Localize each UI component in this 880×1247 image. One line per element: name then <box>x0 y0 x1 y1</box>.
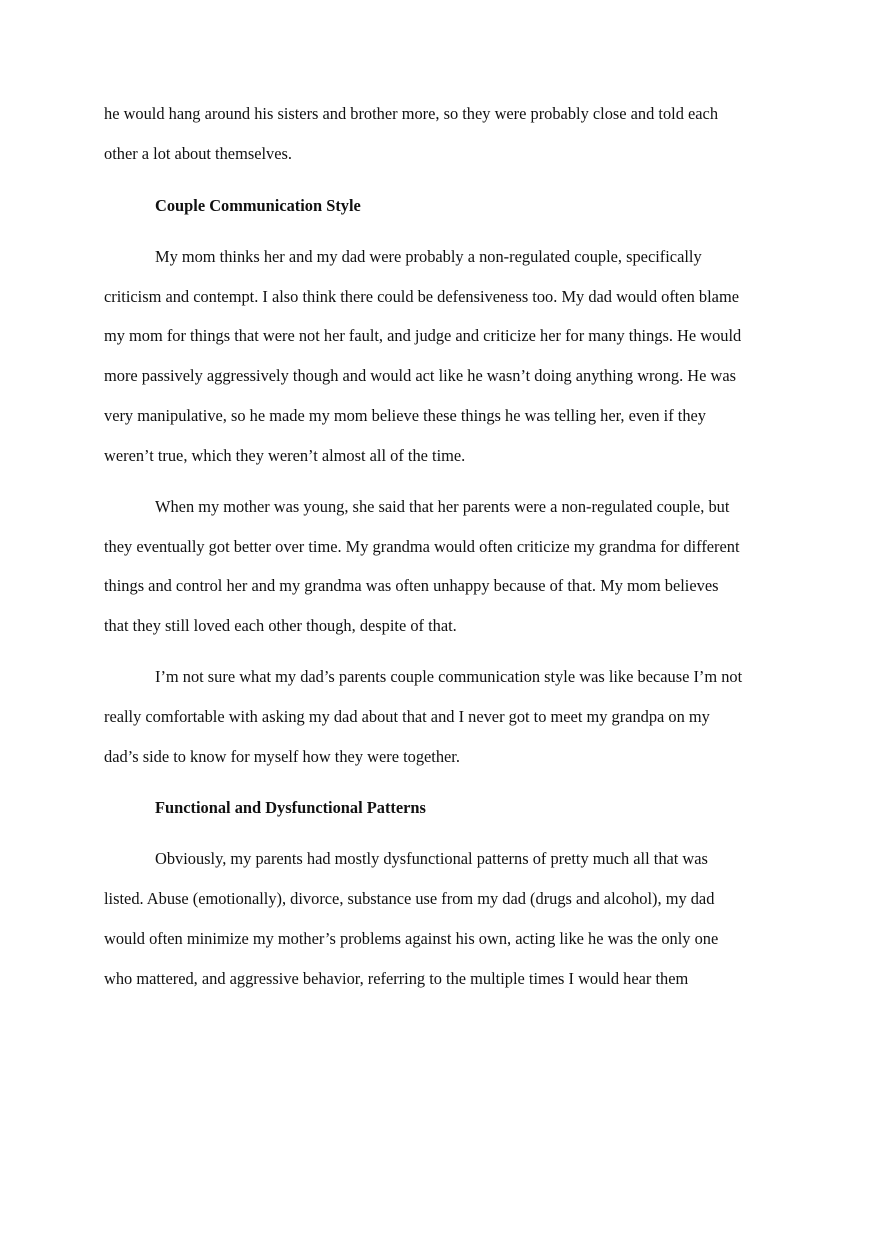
section-heading-couple-communication-style: Couple Communication Style <box>155 196 361 215</box>
paragraph-line: criticism and contempt. I also think there could be defensiveness too. My dad would often blame <box>104 287 739 306</box>
paragraph-line: very manipulative, so he made my mom believe these things he was telling her, even if they <box>104 406 706 425</box>
paragraph-line: When my mother was young, she said that her parents were a non-regulated couple, but <box>155 497 730 516</box>
paragraph-line: they eventually got better over time. My grandma would often criticize my grandma for different <box>104 537 740 556</box>
paragraph-line: who mattered, and aggressive behavior, referring to the multiple times I would hear them <box>104 969 689 988</box>
paragraph-line: my mom for things that were not her fault, and judge and criticize her for many things. He would <box>104 326 742 345</box>
intro-line-1: he would hang around his sisters and brother more, so they were probably close and told each <box>104 104 719 123</box>
paragraph-line: I’m not sure what my dad’s parents couple communication style was like because I’m not <box>155 667 743 686</box>
section-heading-functional-dysfunctional-patterns: Functional and Dysfunctional Patterns <box>155 798 426 817</box>
paragraph-line: more passively aggressively though and would act like he wasn’t doing anything wrong. He was <box>104 366 736 385</box>
paragraph-line: things and control her and my grandma was often unhappy because of that. My mom believes <box>104 576 719 595</box>
paragraph-line: Obviously, my parents had mostly dysfunctional patterns of pretty much all that was <box>155 849 708 868</box>
paragraph-line: weren’t true, which they weren’t almost all of the time. <box>104 446 466 465</box>
paragraph-line: My mom thinks her and my dad were probably a non-regulated couple, specifically <box>155 247 702 266</box>
intro-line-2: other a lot about themselves. <box>104 144 292 163</box>
paragraph-line: dad’s side to know for myself how they were together. <box>104 747 460 766</box>
paragraph-line: listed. Abuse (emotionally), divorce, substance use from my dad (drugs and alcohol), my dad <box>104 889 715 908</box>
paragraph-line: that they still loved each other though, despite of that. <box>104 616 457 635</box>
paragraph-line: would often minimize my mother’s problems against his own, acting like he was the only one <box>104 929 719 948</box>
paragraph-line: really comfortable with asking my dad about that and I never got to meet my grandpa on my <box>104 707 710 726</box>
